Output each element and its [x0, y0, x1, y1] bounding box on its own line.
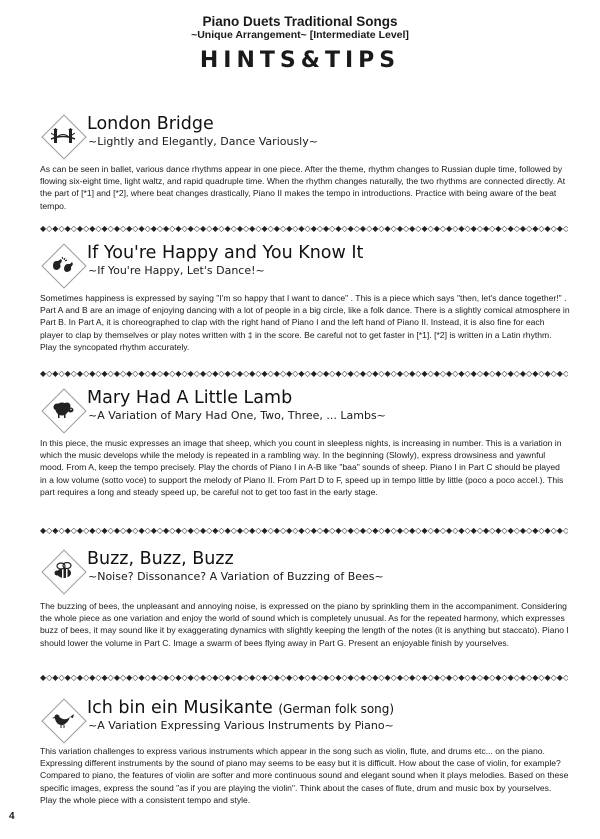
bird-icon — [40, 697, 86, 743]
section-buzz-buzz-buzz — [40, 548, 568, 668]
bridge-icon — [40, 113, 86, 159]
section-subtitle: ~Noise? Dissonance? A Variation of Buzzing of Bees~ — [88, 570, 384, 583]
section-body: The buzzing of bees, the unpleasant and annoying noise, is expressed on the piano by sprinkling them in the accompaniment. Considering the whole piece as one variation and enjoy the world of sound which is completely unusual. As for the repeated harmony, which expresses buzz of bees, it may sound like it by exaggerating dynamics with slightly keeping the length of the notes (it is anything but staccato). Piano I should lower the volume in Part C. Image a swarm of bees flying away in Part G. Present an enjoyable finish by yourselves. — [40, 601, 569, 648]
divider — [40, 225, 568, 233]
divider — [40, 674, 568, 682]
section-if-youre-happy — [40, 242, 568, 352]
section-subtitle: ~Lightly and Elegantly, Dance Variously~ — [88, 135, 318, 148]
series-title: Piano Duets Traditional Songs — [202, 14, 398, 29]
section-badge — [40, 242, 84, 286]
sheep-icon — [40, 387, 86, 433]
section-badge — [40, 548, 84, 592]
section-title: If You're Happy and You Know It — [87, 243, 364, 263]
section-subtitle: ~A Variation Expressing Various Instruments by Piano~ — [88, 719, 394, 732]
page-header — [0, 14, 600, 73]
divider — [40, 527, 568, 535]
clapping-hands-icon — [40, 242, 86, 288]
section-subtitle: ~If You're Happy, Let's Dance!~ — [88, 264, 265, 277]
section-title: London Bridge — [87, 114, 214, 134]
section-title: Buzz, Buzz, Buzz — [87, 549, 234, 569]
section-badge — [40, 113, 84, 157]
section-badge — [40, 387, 84, 431]
page-title: HINTS&TIPS — [199, 48, 401, 73]
section-title-note: (German folk song) — [278, 702, 395, 716]
section-subtitle: ~A Variation of Mary Had One, Two, Three, ... Lambs~ — [88, 409, 386, 422]
section-title: Mary Had A Little Lamb — [87, 388, 293, 408]
section-body: As can be seen in ballet, various dance rhythms appear in one piece. After the theme, rhythm changes to Russian duple time, followed by flowing six-eight time, light waltz, and rapid quadruple time. When the rhythm changes naturally, the two rhythms are connected directly. At the part of [*1] and [*2], where beat changes drastically, Piano II makes the tempo in introductions. Practice with being aware of the beat tempo. — [40, 164, 566, 211]
divider — [40, 370, 568, 378]
section-badge — [40, 697, 84, 741]
page-number: 4 — [9, 811, 15, 822]
section-london-bridge — [40, 113, 568, 211]
section-mary-had-a-little-lamb — [40, 387, 568, 517]
section-ich-bin-ein-musikante — [40, 697, 568, 812]
bee-icon — [40, 548, 86, 594]
series-subtitle: ~Unique Arrangement~ [Intermediate Level] — [191, 29, 409, 41]
section-title-text: Ich bin ein Musikante — [87, 698, 273, 718]
section-body: This variation challenges to express various instruments which appear in the song such as violin, flute, and drums etc... on the piano. Expressing different instruments by the sound of piano may seems to be easy but it is difficult. How about the case of violin, for example? Compared to piano, the features of violin are softer and more continuous sound and elegant sound when it plays melodies. Based on these specific images, express the sound "as if you are playing the violin". Think about the cases of flute, drum and music box by yourselves. Play the whole piece with a consistent tempo and style. — [40, 746, 569, 805]
section-body: Sometimes happiness is expressed by saying "I'm so happy that I want to dance" . This is a piece which says "then, let's dance together!" . Part A and B are an image of enjoying dancing with a lot of people in a big circle, like a folk dance. There is a slightly comical atmosphere in Part B. In Part A, it is choreographed to clap with the right hand of Piano I and the left hand of Piano II. Instead, it is also fine for each player to clap by themselves or play notes written with ‡ in the score. Be careful not to get faster in [*1]. [*2] is written in a Latin rhythm. Play the syncopated rhythm accurately. — [40, 293, 570, 352]
section-body: In this piece, the music expresses an image that sheep, which you count in sleepless nights, is increasing in number. This is a variation in which the music develops while the melody is repeated in a rambling way. In the beginning (Slowly), express drowsiness and yawnful mood. From A, keep the tempo precisely. Play the chords of Piano I in A-B like "baa" sounds of sheep. Piano I in Part C should be played in a low volume (sotto voce) to support the melody of Piano II. From Part D to F, speed up in tempo little by little (poco a poco accel.). This part requires a long and steady speed up, be careful not to get too fast in the early stage. — [40, 438, 564, 497]
section-title — [87, 697, 394, 720]
